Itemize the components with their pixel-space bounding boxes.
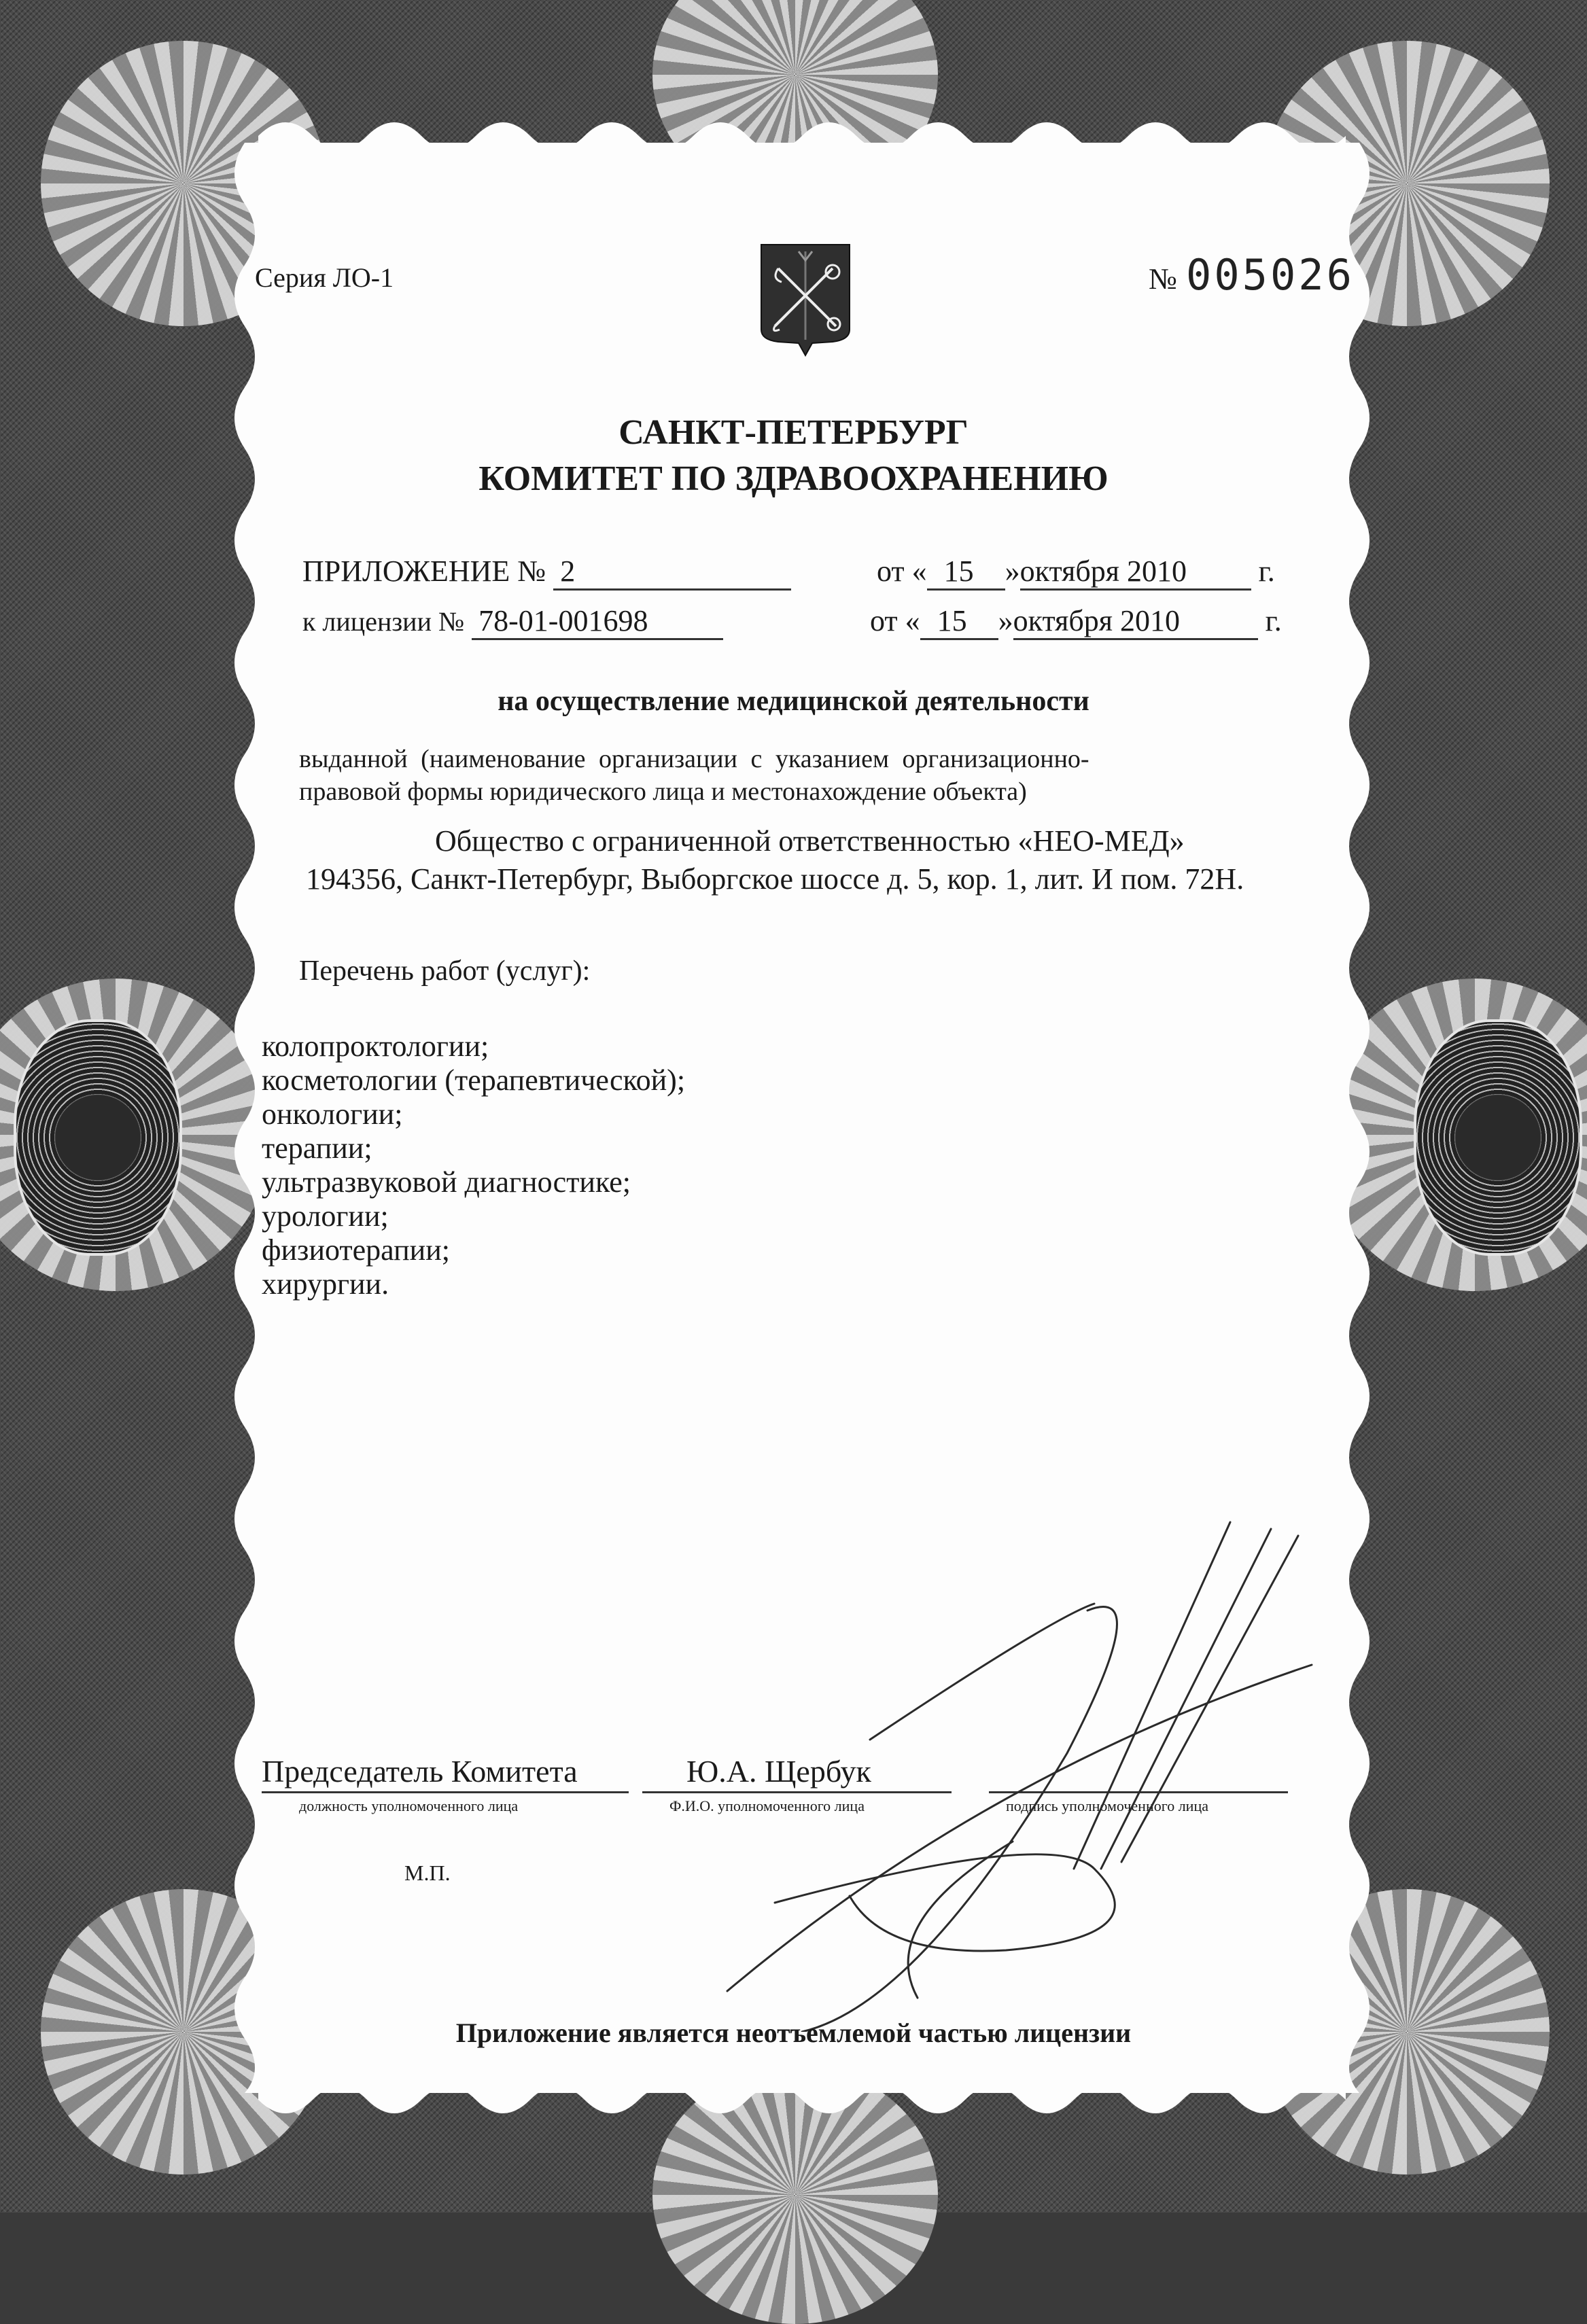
service-item: физиотерапии; (262, 1233, 450, 1267)
appendix-month-year: октября 2010 (1019, 554, 1187, 588)
service-item: колопроктологии; (262, 1029, 489, 1063)
appendix-year-suffix: г. (1258, 554, 1275, 588)
service-item: косметологии (терапевтической); (262, 1063, 686, 1097)
license-from-label: от « (870, 604, 920, 637)
service-item: терапии; (262, 1131, 372, 1165)
stamp-place-mark: М.П. (404, 1861, 451, 1885)
license-date (870, 603, 1282, 640)
service-item: ультразвуковой диагностике; (262, 1165, 631, 1199)
footer-note: Приложение является неотъемлемой частью лицензии (455, 2018, 1132, 2048)
issued-to-caption-line2: правовой формы юридического лица и местонахождение объекта) (299, 777, 1027, 806)
license-number-value: 78-01-001698 (478, 604, 648, 637)
organization-address: 194356, Санкт-Петербург, Выборгское шоссе д. 5, кор. 1, лит. И пом. 72Н. (306, 862, 1244, 896)
signature-caption: подпись уполномоченного лица (1006, 1797, 1208, 1814)
services-list (262, 1029, 685, 1301)
appendix-from-label: от « (877, 554, 927, 588)
appendix-number-value: 2 (560, 554, 576, 588)
appendix-date (877, 554, 1275, 591)
license-label: к лицензии № (302, 606, 465, 637)
appendix-close-quote: » (1005, 554, 1020, 588)
license-close-quote: » (998, 604, 1013, 637)
appendix-row (302, 554, 791, 591)
appendix-day: 15 (943, 554, 974, 588)
appendix-label: ПРИЛОЖЕНИЕ № (302, 554, 546, 588)
issued-to-caption-line1: выданной (наименование организации с указанием организационно- (299, 745, 1089, 773)
signatory-position: Председатель Комитета (262, 1754, 578, 1789)
position-underline (262, 1791, 629, 1793)
license-row (302, 603, 723, 640)
license-number (472, 603, 723, 640)
name-caption: Ф.И.О. уполномоченного лица (669, 1797, 865, 1814)
position-caption: должность уполномоченного лица (299, 1797, 519, 1814)
signatory-name: Ю.А. Щербук (686, 1754, 871, 1789)
services-title: Перечень работ (услуг): (299, 955, 591, 987)
license-day: 15 (937, 604, 967, 637)
license-month-year: октября 2010 (1013, 604, 1180, 637)
city-title: САНКТ-ПЕТЕРБУРГ (618, 413, 969, 452)
coat-of-arms-icon (758, 241, 853, 357)
left-medallion-ornament (14, 1019, 182, 1256)
license-year-suffix: г. (1265, 604, 1282, 637)
activity-type: на осуществление медицинской деятельности (498, 686, 1089, 717)
service-item: урологии; (262, 1199, 389, 1233)
series-label: Серия ЛО-1 (255, 262, 394, 293)
form-serial-number: 005026 (1186, 250, 1355, 300)
service-item: онкологии; (262, 1097, 403, 1131)
appendix-number (553, 554, 791, 591)
handwritten-signature (714, 1515, 1325, 2032)
service-item: хирургии. (262, 1267, 389, 1301)
number-sign: № (1149, 262, 1177, 296)
authority-title: КОМИТЕТ ПО ЗДРАВООХРАНЕНИЮ (478, 459, 1109, 498)
right-medallion-ornament (1414, 1019, 1582, 1256)
organization-name: Общество с ограниченной ответственностью «НЕО-МЕД» (435, 824, 1185, 858)
